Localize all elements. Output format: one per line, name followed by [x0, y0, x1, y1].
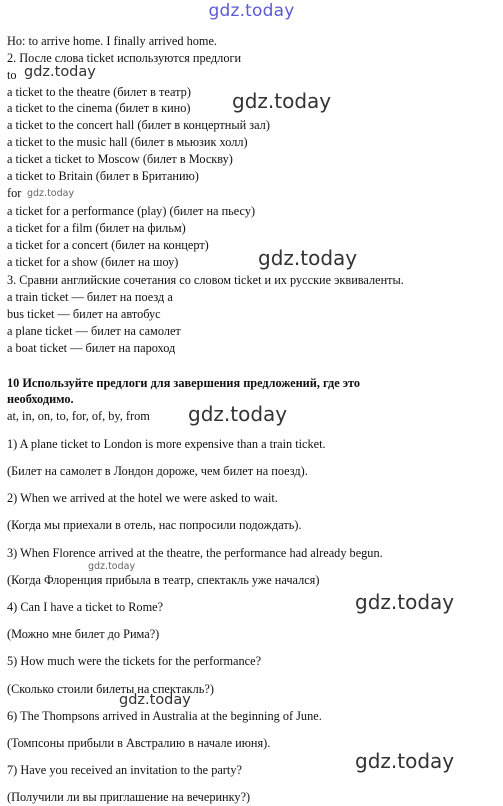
text-line: 1) A plane ticket to London is more expensive than a train ticket.: [7, 437, 326, 451]
text-line: (Билет на самолет в Лондон дороже, чем билет на поезд).: [7, 464, 308, 478]
text-line: Но: to arrive home. I finally arrived home.: [7, 34, 218, 48]
text-line: a ticket to the concert hall (билет в концертный зал): [7, 118, 270, 132]
watermark-text: gdz.today: [188, 402, 288, 426]
text-line: (Томпсоны прибыли в Австралию в начале июня).: [7, 736, 271, 750]
text-line: (Когда мы приехали в отель, нас попросили подождать).: [7, 518, 302, 532]
watermark-text: gdz.today: [27, 188, 75, 199]
watermark-text: gdz.today: [24, 64, 96, 80]
watermark-text: gdz.today: [258, 246, 358, 270]
text-line: a boat ticket — билет на пароход: [7, 341, 176, 355]
text-line: at, in, on, to, for, of, by, from: [7, 409, 150, 423]
watermark-text: gdz.today: [119, 692, 191, 708]
text-line: 2. После слова ticket используются предлоги: [7, 51, 242, 65]
text-line: a ticket for a concert (билет на концерт): [7, 238, 209, 252]
text-line: 6) The Thompsons arrived in Australia at the beginning of June.: [7, 709, 322, 723]
text-line: (Сколько стоили билеты на спектакль?): [7, 682, 214, 696]
text-line: a ticket to the cinema (билет в кино): [7, 101, 191, 115]
text-line: bus ticket — билет на автобус: [7, 307, 161, 321]
text-line: a ticket for a show (билет на шоу): [7, 255, 179, 269]
watermark-top: gdz.today: [208, 1, 295, 21]
text-line: a ticket for a performance (play) (билет на пьесу): [7, 204, 256, 218]
text-line: a ticket to the theatre (билет в театр): [7, 85, 191, 99]
text-line: a ticket a ticket to Moscow (билет в Москву): [7, 152, 233, 166]
exercise-heading: 10 Используйте предлоги для завершения предложений, где это: [7, 376, 361, 390]
text-line: 7) Have you received an invitation to the party?: [7, 763, 242, 777]
text-line: 2) When we arrived at the hotel we were asked to wait.: [7, 491, 278, 505]
text-line: 3) When Florence arrived at the theatre, the performance had already begun.: [7, 546, 383, 560]
watermark-text: gdz.today: [355, 749, 455, 773]
exercise-heading: необходимо.: [7, 392, 74, 406]
text-line: a ticket to the music hall (билет в мьюзик холл): [7, 135, 248, 149]
text-line: a ticket to Britain (билет в Британию): [7, 169, 199, 183]
text-line: 5) How much were the tickets for the performance?: [7, 654, 262, 668]
text-line: for: [7, 186, 22, 200]
text-line: (Можно мне билет до Рима?): [7, 627, 160, 641]
text-line: a ticket for a film (билет на фильм): [7, 221, 186, 235]
watermark-text: gdz.today: [355, 590, 455, 614]
text-line: (Когда Флоренция прибыла в театр, спектакль уже начался): [7, 573, 320, 587]
text-line: a plane ticket — билет на самолет: [7, 324, 181, 338]
text-line: (Получили ли вы приглашение на вечеринку?): [7, 790, 251, 804]
text-line: 3. Сравни английские сочетания со словом ticket и их русские эквиваленты.: [7, 273, 404, 287]
watermark-text: gdz.today: [232, 89, 332, 113]
text-line: to: [7, 68, 17, 82]
watermark-text: gdz.today: [88, 561, 136, 572]
text-line: 4) Can I have a ticket to Rome?: [7, 600, 164, 614]
text-line: a train ticket — билет на поезд а: [7, 290, 173, 304]
